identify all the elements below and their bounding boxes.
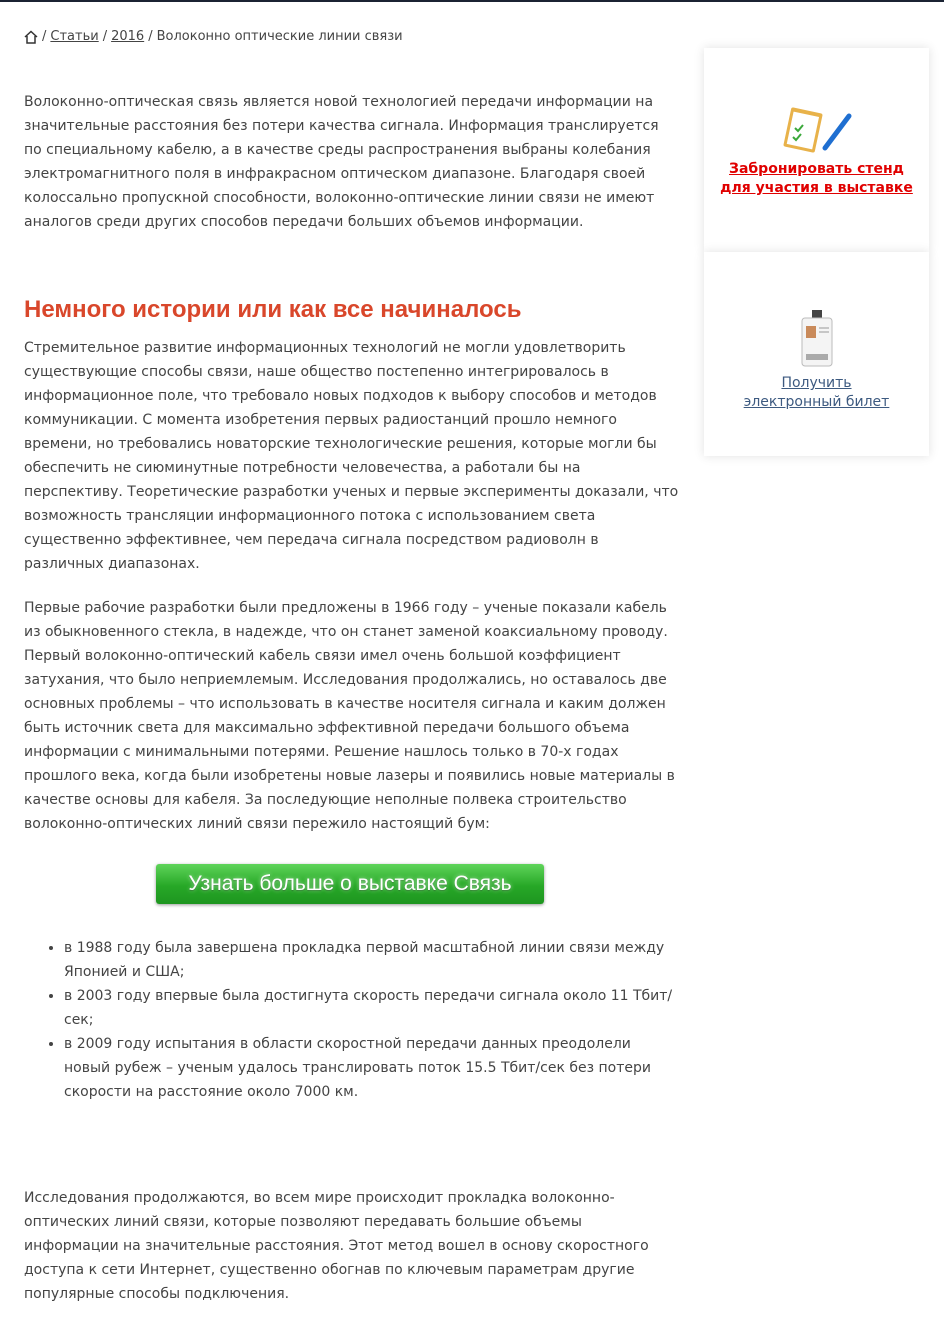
breadcrumb <box>24 29 403 44</box>
ticket-card <box>704 252 929 456</box>
breadcrumb-separator: / <box>42 29 47 44</box>
link-line: электронный билет <box>743 394 890 410</box>
book-stand-link[interactable] <box>720 161 913 196</box>
breadcrumb-articles-link[interactable]: Статьи <box>50 29 99 44</box>
link-line: Забронировать стенд <box>729 161 904 177</box>
sidebar <box>704 48 929 456</box>
breadcrumb-current: Волоконно оптические линии связи <box>156 29 403 44</box>
breadcrumb-separator: / <box>102 29 108 44</box>
home-icon[interactable] <box>24 30 38 44</box>
book-stand-card <box>704 48 929 252</box>
list-item: • в 1988 году была завершена прокладка первой масштабной линии связи между Японией и США; <box>64 936 679 984</box>
link-line: для участия в выставке <box>720 180 913 196</box>
article <box>24 90 679 1326</box>
intro-paragraph: Волоконно-оптическая связь является новой технологией передачи информации на значительные расстояния без потери качества сигнала. Информация транслируется по специальному кабелю, а в качестве среды распространения выбраны колебания электромагнитного поля в инфракрасном оптическом диапазоне. Благодаря своей колоссально пропускной способности, волоконно-оптические линии связи не имеют аналогов среди других способов передачи больших объемов информации. <box>24 94 659 230</box>
breadcrumb-separator: / <box>148 29 153 44</box>
get-ticket-link[interactable] <box>744 375 890 410</box>
clipboard-pen-icon <box>781 106 853 154</box>
paragraph: Стремительное развитие информационных технологий не могли удовлетворить существующие способы связи, наше общество постепенно интегрировалось в информационное поле, что требовало новых подходов к выбору способов и методов коммуникации. С момента изобретения первых радиостанций прошло немного времени, но требовались новаторские технологические решения, которые могли бы обеспечить не сиюминутные потребности человечества, а работали бы на перспективу. Теоретические разработки ученых и первые эксперименты доказали, что возможность трансляции информационного потока с использованием света существенно эффективнее, чем передача сигнала посредством радиоволн в различных диапазонах. <box>24 340 679 572</box>
paragraph: Первые рабочие разработки были предложены в 1966 году – ученые показали кабель из обыкновенного стекла, в надежде, что он станет заменой коаксиальному проводу. Первый волоконно-оптический кабель связи имел очень большой коэффициент затухания, что было неприемлемым. Исследования продолжались, но оставалось две основных проблемы – что использовать в качестве носителя сигнала и каким должен быть источник света для максимально эффективной передачи большого объема информации с минимальными потерями. Решение нашлось только в 70-х годах прошлого века, когда были изобретены новые лазеры и появились новые материалы в качестве основы для кабеля. За последующие неполные полвека строительство волоконно-оптических линий связи пережило настоящий бум: <box>24 600 675 832</box>
list-item: • в 2009 году испытания в области скоростной передачи данных преодолели новый рубеж – ученым удалось транслировать поток 15.5 Тбит/сек без потери скорости на расстояние около 7000 км. <box>64 1032 679 1104</box>
list-item: • в 2003 году впервые была достигнута скорость передачи сигнала около 11 Тбит/сек; <box>64 984 679 1032</box>
learn-more-exhibition-button[interactable]: Узнать больше о выставке Связь <box>156 864 544 904</box>
closing-paragraph: Исследования продолжаются, во всем мире происходит прокладка волоконно-оптических линий связи, которые позволяют передавать большие объемы информации на значительные расстояния. Этот метод вошел в основу скоростного доступа к сети Интернет, существенно обогнав по ключевым параметрам другие популярные способы подключения. <box>24 1190 649 1302</box>
link-line: Получить <box>781 375 852 391</box>
section-heading: Немного истории или как все начиналось <box>24 296 522 323</box>
badge-icon <box>797 310 837 368</box>
milestones-list <box>24 936 679 1104</box>
breadcrumb-year-link[interactable]: 2016 <box>111 29 145 44</box>
